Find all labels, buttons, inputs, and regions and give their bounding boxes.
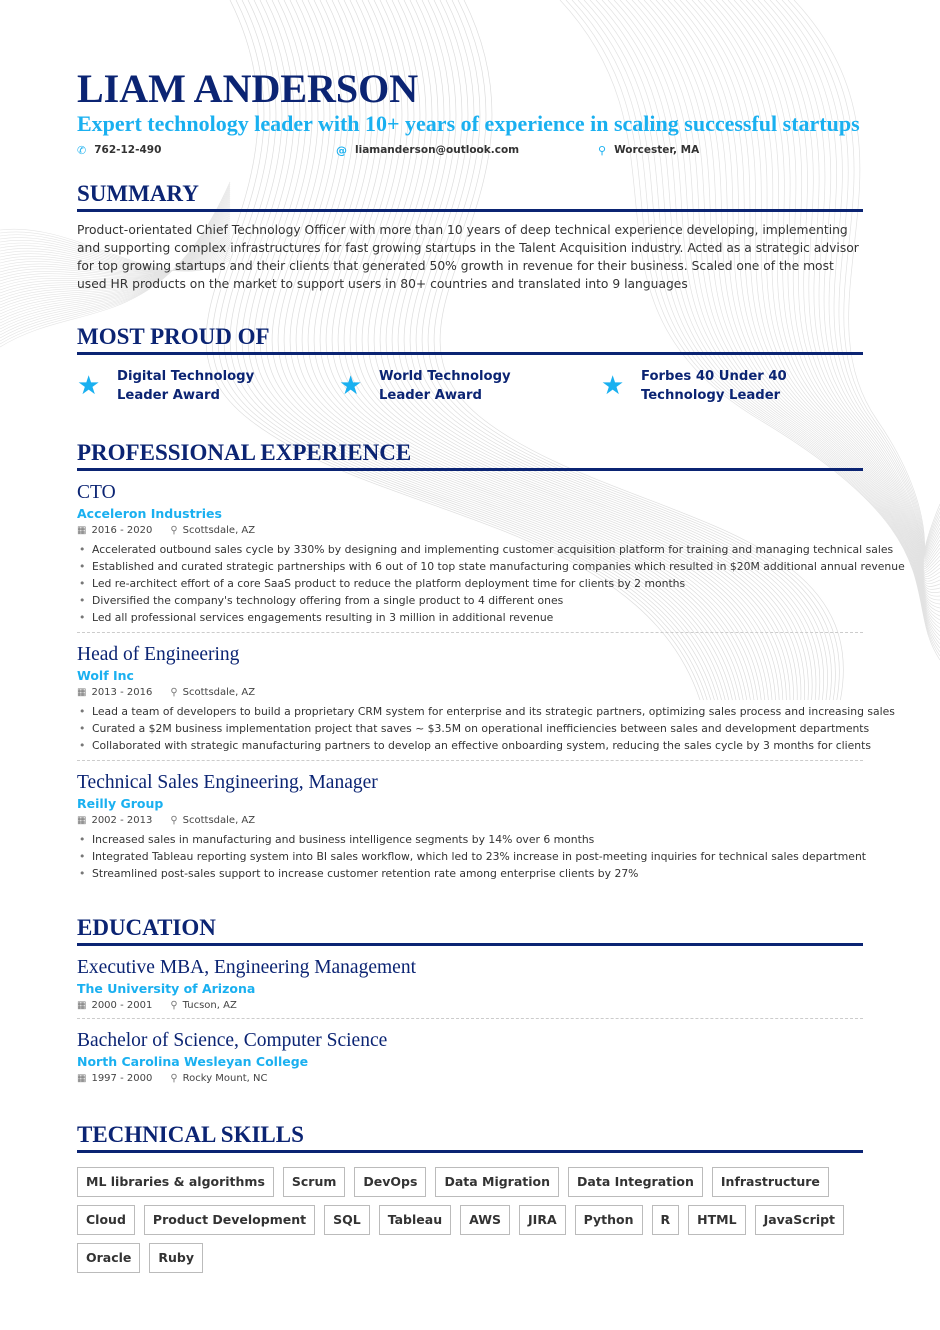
achievement-bullet: • Led all professional services engagements resulting in 3 million in additional revenue [77,609,863,626]
email[interactable]: liamanderson@outlook.com [355,144,520,156]
company-name: Reilly Group [77,796,164,811]
degree: Executive MBA, Engineering Management [77,957,416,978]
skill-tag: Scrum [283,1167,346,1197]
date-range: ▦ 2002 - 2013 [77,815,153,826]
job-location: ⚲ Scottsdale, AZ [170,687,256,698]
location-pin-icon: ⚲ [598,143,607,157]
job-title: Technical Sales Engineering, Manager [77,772,378,793]
skill-tag: JIRA [519,1205,566,1235]
calendar-icon: ▦ [77,1000,87,1011]
skill-tag: Infrastructure [712,1167,829,1197]
star-icon: ★ [601,371,625,401]
achievement-bullet: • Led re-architect effort of a core SaaS product to reduce the platform deployment time for clients by 2 months [77,575,863,592]
date-range: ▦ 1997 - 2000 [77,1073,153,1084]
experience-entry [77,481,905,633]
star-icon: ★ [339,371,363,401]
achievement-bullet: • Lead a team of developers to build a proprietary CRM system for enterprise and its strategic partners, optimizing sales process and increasing sales [77,703,863,720]
job-title: CTO [77,482,116,503]
candidate-name: LIAM ANDERSON [77,66,419,111]
achievement-bullet: • Curated a $2M business implementation project that saves ~ $3.5M on operational inefficiencies between sales and development departments [77,720,863,737]
skill-tag: Ruby [149,1243,203,1273]
calendar-icon: ▦ [77,525,87,536]
calendar-icon: ▦ [77,687,87,698]
achievement-bullet: • Streamlined post-sales support to increase customer retention rate among enterprise clients by 27% [77,865,863,882]
education-entry [77,956,863,1019]
skill-tag: Data Integration [568,1167,703,1197]
phone: 762-12-490 [94,144,162,156]
school-name: The University of Arizona [77,981,256,996]
company-name: Acceleron Industries [77,506,222,521]
company-name: Wolf Inc [77,668,134,683]
skill-tag: Oracle [77,1243,140,1273]
date-range: ▦ 2000 - 2001 [77,1000,153,1011]
calendar-icon: ▦ [77,815,87,826]
skill-tag: Product Development [144,1205,315,1235]
summary-text: Product-orientated Chief Technology Officer with more than 10 years of deep technical experience developing, implementing and supporting complex infrastructures for fast growing startups in the Talent Acquisition industry. Acted as a strategic advisor for top growing startups and their clients that generated 50% growth in revenue for their business. Scaled one of the most used HR products on the market to support users in 80+ countries and translated into 9 languages [77,223,859,291]
calendar-icon: ▦ [77,1073,87,1084]
achievement-bullet: • Increased sales in manufacturing and business intelligence segments by 14% over 6 months [77,831,863,848]
degree: Bachelor of Science, Computer Science [77,1030,388,1051]
job-location: ⚲ Rocky Mount, NC [170,1073,268,1084]
location-pin-icon: ⚲ [170,815,178,826]
achievement-bullet: • Integrated Tableau reporting system into BI sales workflow, which led to 23% increase in post-meeting inquiries for technical sales department [77,848,863,865]
proud-item: ★ World Technology Leader Award [339,369,511,403]
date-range: ▦ 2013 - 2016 [77,687,153,698]
skill-tag: HTML [688,1205,745,1235]
section-summary: SUMMARY [77,180,863,212]
date-range: ▦ 2016 - 2020 [77,525,153,536]
tagline: Expert technology leader with 10+ years of experience in scaling successful startups [77,111,860,136]
job-location: ⚲ Scottsdale, AZ [170,815,256,826]
school-name: North Carolina Wesleyan College [77,1054,309,1069]
education-entry [77,1029,863,1091]
location-pin-icon: ⚲ [170,1073,178,1084]
skill-tag: ML libraries & algorithms [77,1167,274,1197]
skill-tag: R [652,1205,680,1235]
skill-tag: SQL [324,1205,370,1235]
section-experience: PROFESSIONAL EXPERIENCE [77,439,863,471]
experience-entry [77,771,867,888]
location-pin-icon: ⚲ [170,525,178,536]
achievement-bullet: • Accelerated outbound sales cycle by 330% by designing and implementing customer acquisition platform for training and managing technical sales [77,541,863,558]
section-technical-skills: TECHNICAL SKILLS [77,1121,863,1153]
achievement-bullet: • Established and curated strategic partnerships with 6 out of 10 top state manufacturing companies which resulted in $20M additional annual revenue [77,558,863,575]
job-location: ⚲ Scottsdale, AZ [170,525,256,536]
star-icon: ★ [77,371,101,401]
skill-tag: Python [575,1205,643,1235]
at-icon: @ [336,143,347,157]
section-most-proud-of: MOST PROUD OF [77,323,863,355]
skill-tag: Data Migration [435,1167,559,1197]
location: Worcester, MA [614,144,700,156]
phone-icon: ✆ [77,143,87,157]
skill-tag: Tableau [379,1205,451,1235]
skill-tag: JavaScript [755,1205,844,1235]
proud-item: ★ Forbes 40 Under 40 Technology Leader [601,369,787,403]
achievement-bullet: • Collaborated with strategic manufacturing partners to develop an effective onboarding system, reducing the sales cycle by 3 months for clients [77,737,863,754]
achievement-bullet: • Diversified the company's technology offering from a single product to 4 different ones [77,592,863,609]
job-title: Head of Engineering [77,644,240,665]
proud-item: ★ Digital Technology Leader Award [77,369,255,403]
job-location: ⚲ Tucson, AZ [170,1000,237,1011]
experience-entry [77,643,895,761]
skill-tag: DevOps [354,1167,426,1197]
section-education: EDUCATION [77,914,863,946]
location-pin-icon: ⚲ [170,687,178,698]
skill-tag: Cloud [77,1205,135,1235]
skill-tag: AWS [460,1205,510,1235]
location-pin-icon: ⚲ [170,1000,178,1011]
